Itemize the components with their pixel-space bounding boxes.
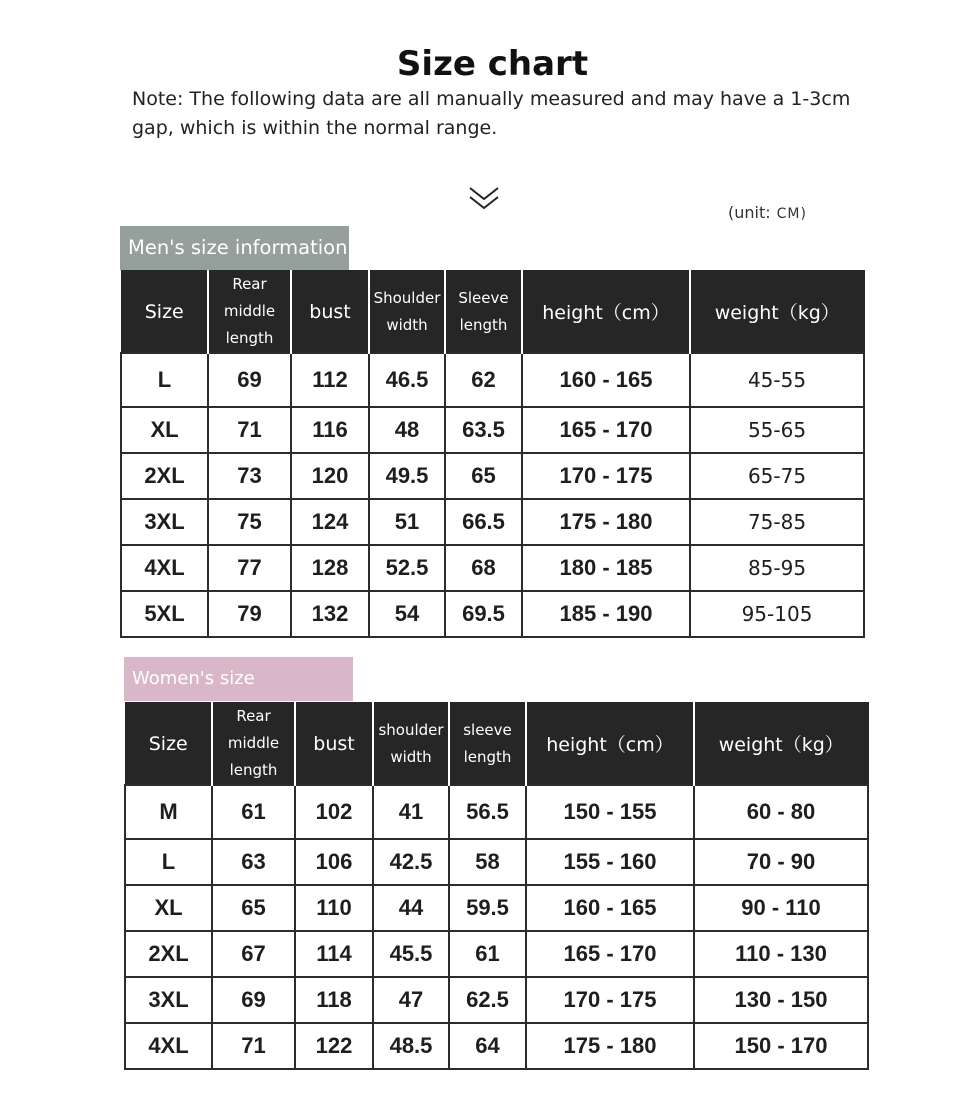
cell-size: L — [125, 839, 212, 885]
cell-weight: 55-65 — [690, 407, 864, 453]
cell-sleeve: 64 — [449, 1023, 526, 1069]
table-row — [125, 839, 868, 885]
cell-height: 155 - 160 — [526, 839, 694, 885]
cell-shoulder: 54 — [369, 591, 445, 637]
cell-rear-length: 69 — [212, 977, 295, 1023]
cell-bust: 128 — [291, 545, 369, 591]
col-shoulder-width: shoulder width — [373, 703, 449, 786]
col-rear-middle-length: Rear middle length — [212, 703, 295, 786]
cell-height: 170 - 175 — [526, 977, 694, 1023]
women-size-heading: Women's size — [124, 657, 353, 701]
cell-sleeve: 66.5 — [445, 499, 522, 545]
cell-shoulder: 48.5 — [373, 1023, 449, 1069]
col-shoulder-width: Shoulder width — [369, 271, 445, 354]
cell-weight: 130 - 150 — [694, 977, 868, 1023]
table-row — [121, 353, 864, 407]
cell-shoulder: 45.5 — [373, 931, 449, 977]
cell-weight: 75-85 — [690, 499, 864, 545]
cell-weight: 60 - 80 — [694, 785, 868, 839]
cell-bust: 116 — [291, 407, 369, 453]
cell-bust: 124 — [291, 499, 369, 545]
table-row — [125, 1023, 868, 1069]
cell-rear-length: 71 — [212, 1023, 295, 1069]
cell-weight: 90 - 110 — [694, 885, 868, 931]
cell-rear-length: 73 — [208, 453, 291, 499]
cell-weight: 95-105 — [690, 591, 864, 637]
page-title: Size chart — [396, 44, 589, 84]
cell-shoulder: 47 — [373, 977, 449, 1023]
table-row — [125, 785, 868, 839]
cell-size: 4XL — [121, 545, 208, 591]
cell-sleeve: 68 — [445, 545, 522, 591]
cell-bust: 122 — [295, 1023, 373, 1069]
col-sleeve-length: sleeve length — [449, 703, 526, 786]
cell-weight: 85-95 — [690, 545, 864, 591]
col-height: height（cm） — [526, 703, 694, 786]
cell-height: 160 - 165 — [522, 353, 690, 407]
cell-height: 170 - 175 — [522, 453, 690, 499]
cell-rear-length: 79 — [208, 591, 291, 637]
cell-height: 150 - 155 — [526, 785, 694, 839]
cell-shoulder: 41 — [373, 785, 449, 839]
cell-sleeve: 62.5 — [449, 977, 526, 1023]
table-row — [125, 931, 868, 977]
unit-value: CM) — [776, 206, 807, 222]
col-bust: bust — [295, 703, 373, 786]
col-weight: weight（kg） — [690, 271, 864, 354]
table-row — [121, 407, 864, 453]
cell-weight: 65-75 — [690, 453, 864, 499]
men-size-table — [120, 270, 865, 638]
cell-sleeve: 65 — [445, 453, 522, 499]
cell-shoulder: 46.5 — [369, 353, 445, 407]
cell-rear-length: 61 — [212, 785, 295, 839]
col-sleeve-length: Sleeve length — [445, 271, 522, 354]
cell-rear-length: 77 — [208, 545, 291, 591]
col-rear-middle-length: Rear middle length — [208, 271, 291, 354]
men-size-heading: Men's size information — [120, 226, 349, 270]
cell-size: 3XL — [121, 499, 208, 545]
cell-size: 2XL — [121, 453, 208, 499]
table-row — [121, 545, 864, 591]
cell-rear-length: 71 — [208, 407, 291, 453]
cell-size: M — [125, 785, 212, 839]
cell-shoulder: 48 — [369, 407, 445, 453]
col-weight: weight（kg） — [694, 703, 868, 786]
cell-sleeve: 59.5 — [449, 885, 526, 931]
cell-sleeve: 62 — [445, 353, 522, 407]
cell-bust: 114 — [295, 931, 373, 977]
cell-size: L — [121, 353, 208, 407]
cell-size: 5XL — [121, 591, 208, 637]
cell-bust: 118 — [295, 977, 373, 1023]
table-row — [121, 453, 864, 499]
men-header-row — [121, 271, 864, 354]
women-header-row — [125, 703, 868, 786]
cell-shoulder: 42.5 — [373, 839, 449, 885]
cell-weight: 45-55 — [690, 353, 864, 407]
cell-size: 3XL — [125, 977, 212, 1023]
measurement-note: Note: The following data are all manually measured and may have a 1-3cm gap, which is within the normal range. — [132, 88, 851, 139]
col-size: Size — [125, 703, 212, 786]
cell-rear-length: 67 — [212, 931, 295, 977]
unit-label — [728, 203, 807, 222]
cell-height: 180 - 185 — [522, 545, 690, 591]
col-height: height（cm） — [522, 271, 690, 354]
cell-bust: 120 — [291, 453, 369, 499]
cell-rear-length: 75 — [208, 499, 291, 545]
cell-weight: 70 - 90 — [694, 839, 868, 885]
table-row — [121, 499, 864, 545]
cell-height: 165 - 170 — [522, 407, 690, 453]
cell-sleeve: 58 — [449, 839, 526, 885]
cell-shoulder: 44 — [373, 885, 449, 931]
cell-height: 185 - 190 — [522, 591, 690, 637]
cell-bust: 110 — [295, 885, 373, 931]
cell-weight: 150 - 170 — [694, 1023, 868, 1069]
double-chevron-down-icon — [467, 184, 501, 214]
cell-sleeve: 63.5 — [445, 407, 522, 453]
women-size-table — [124, 702, 869, 1070]
cell-height: 160 - 165 — [526, 885, 694, 931]
col-size: Size — [121, 271, 208, 354]
cell-sleeve: 61 — [449, 931, 526, 977]
cell-height: 175 - 180 — [522, 499, 690, 545]
cell-bust: 132 — [291, 591, 369, 637]
cell-rear-length: 63 — [212, 839, 295, 885]
table-row — [121, 591, 864, 637]
cell-sleeve: 69.5 — [445, 591, 522, 637]
cell-rear-length: 65 — [212, 885, 295, 931]
cell-height: 175 - 180 — [526, 1023, 694, 1069]
cell-bust: 102 — [295, 785, 373, 839]
cell-height: 165 - 170 — [526, 931, 694, 977]
table-row — [125, 885, 868, 931]
cell-shoulder: 52.5 — [369, 545, 445, 591]
cell-size: XL — [121, 407, 208, 453]
table-row — [125, 977, 868, 1023]
cell-bust: 106 — [295, 839, 373, 885]
cell-bust: 112 — [291, 353, 369, 407]
cell-shoulder: 51 — [369, 499, 445, 545]
cell-size: XL — [125, 885, 212, 931]
cell-size: 4XL — [125, 1023, 212, 1069]
unit-prefix: (unit: — [728, 203, 771, 222]
cell-shoulder: 49.5 — [369, 453, 445, 499]
cell-weight: 110 - 130 — [694, 931, 868, 977]
col-bust: bust — [291, 271, 369, 354]
cell-size: 2XL — [125, 931, 212, 977]
cell-sleeve: 56.5 — [449, 785, 526, 839]
cell-rear-length: 69 — [208, 353, 291, 407]
